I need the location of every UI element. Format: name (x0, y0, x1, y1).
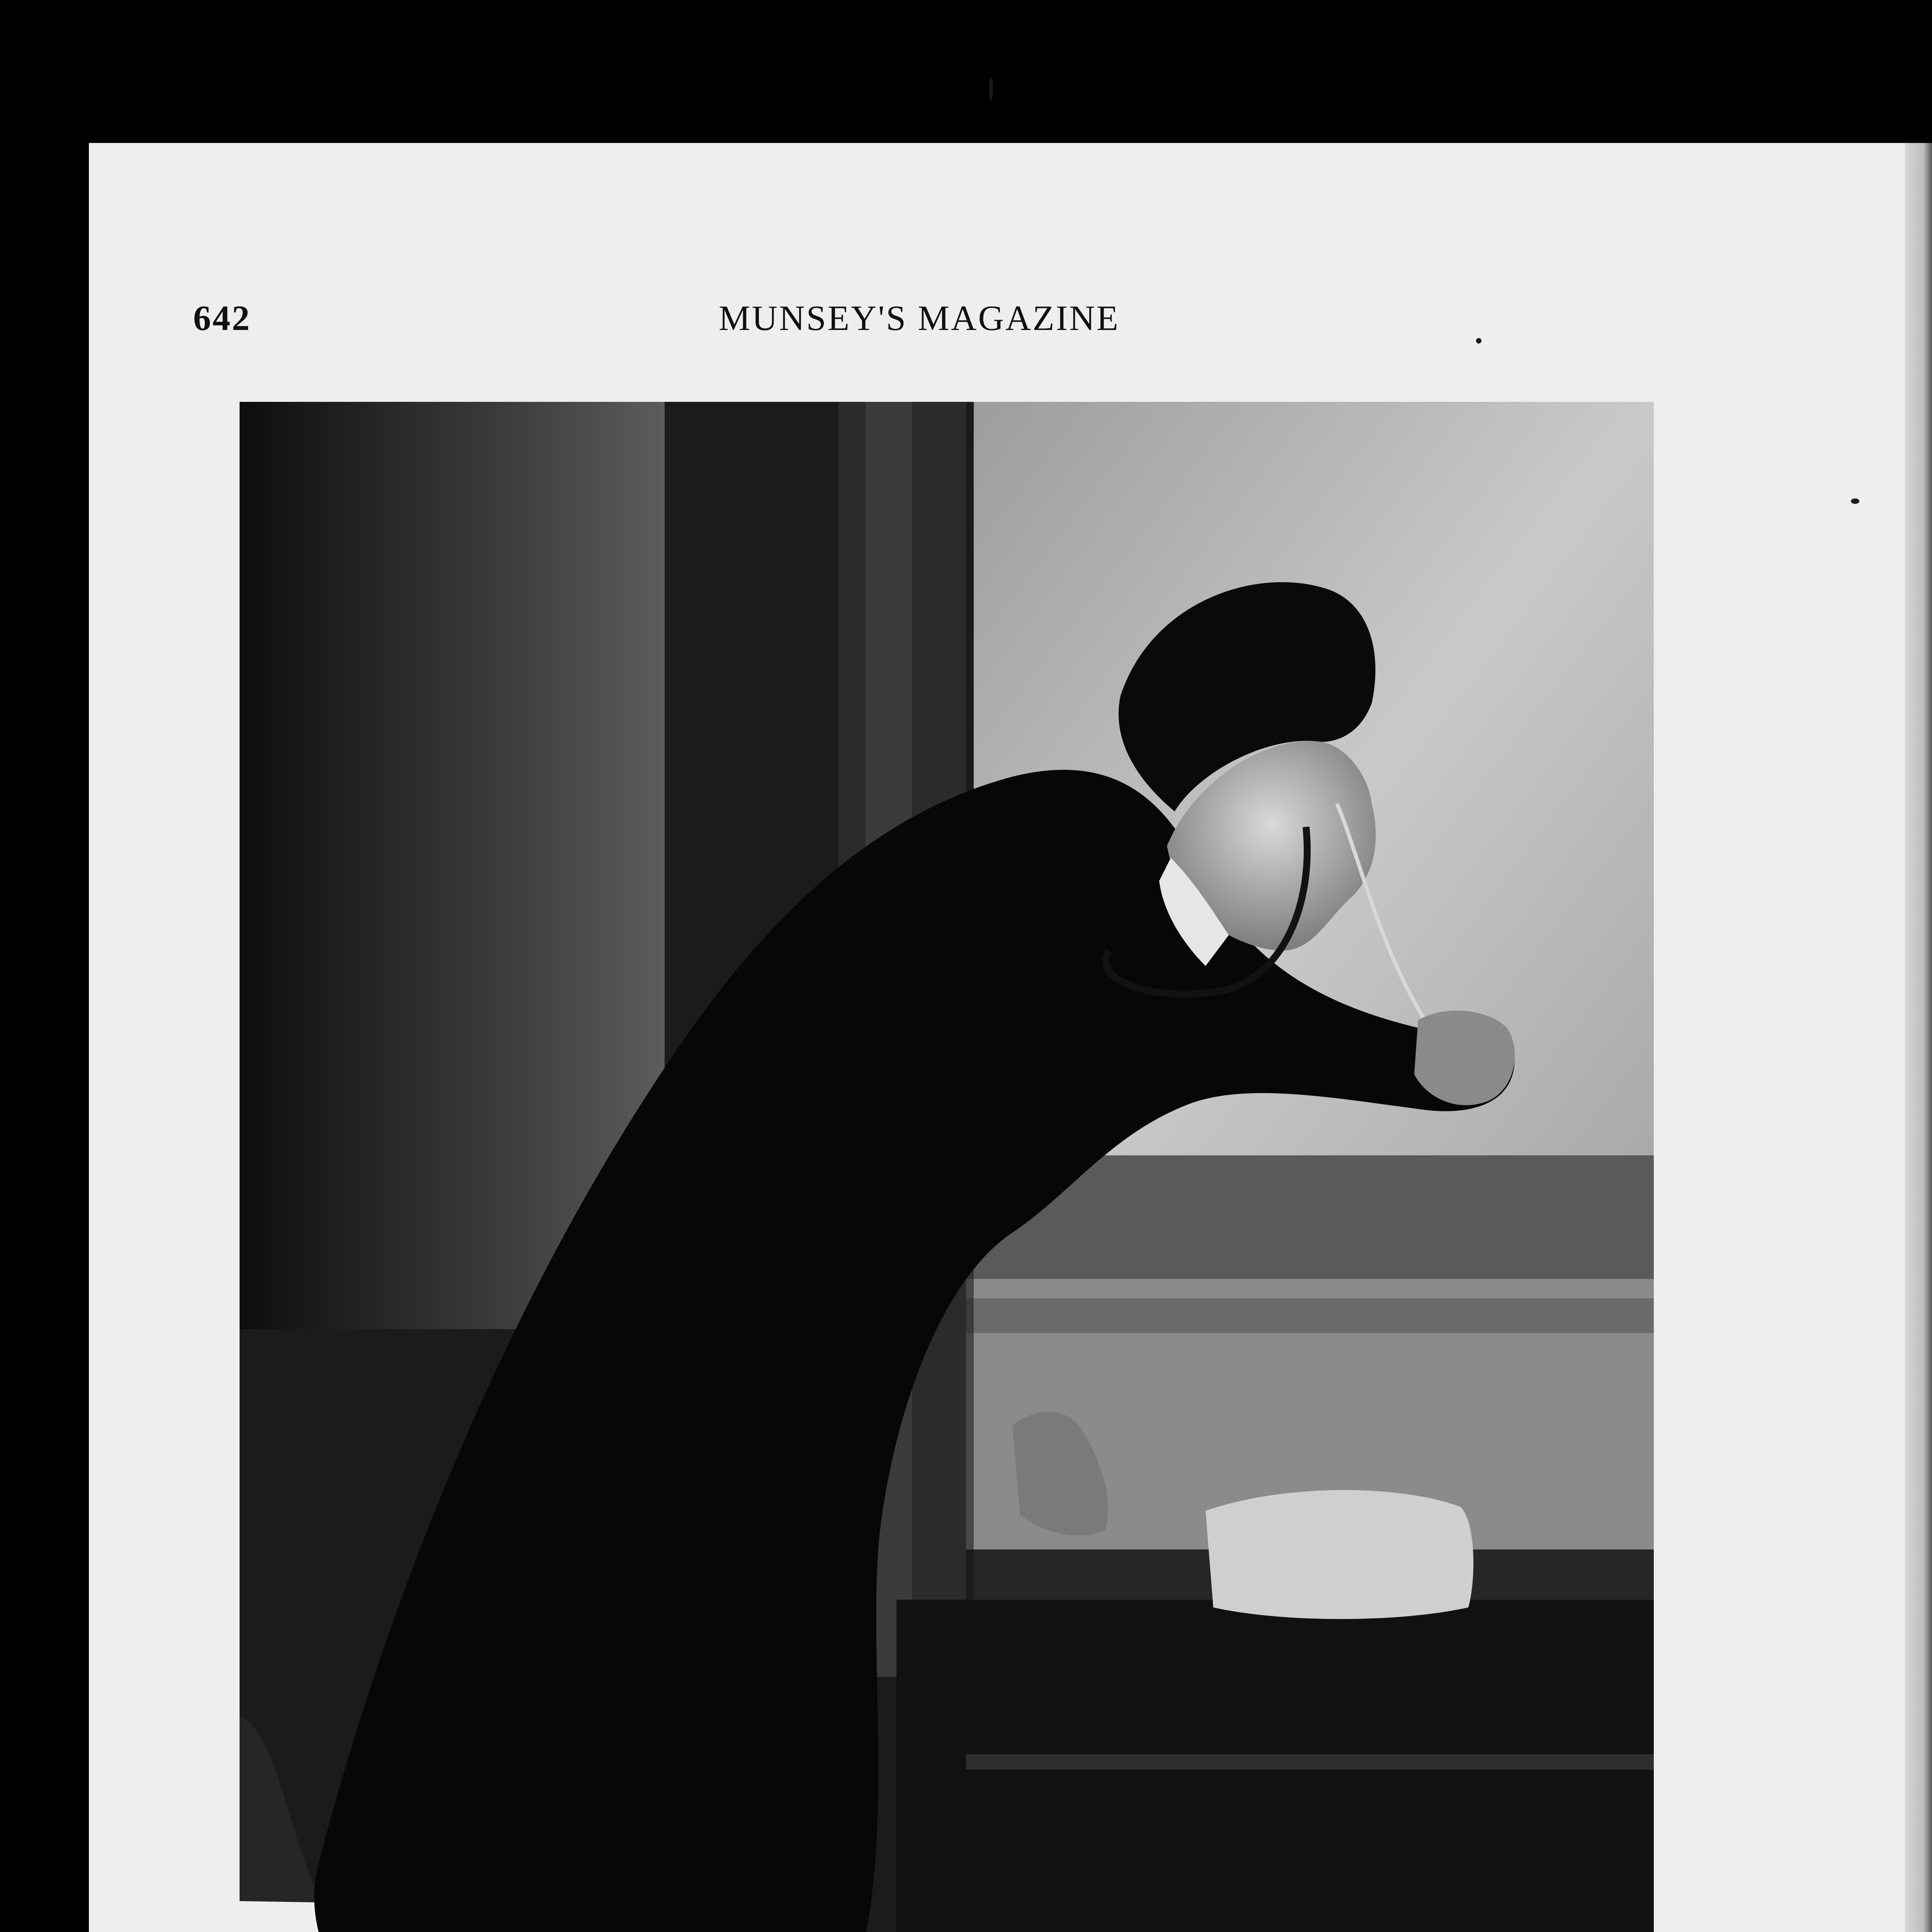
running-head (193, 298, 1700, 344)
illustration-man-at-window (240, 402, 1654, 1932)
scan-speck (1851, 498, 1859, 504)
scan-speck (989, 77, 993, 100)
magazine-title: MUNSEY'S MAGAZINE (719, 298, 1120, 338)
story-illustration (240, 402, 1654, 1932)
page-gutter (1905, 143, 1932, 1932)
page-number: 642 (193, 298, 251, 338)
